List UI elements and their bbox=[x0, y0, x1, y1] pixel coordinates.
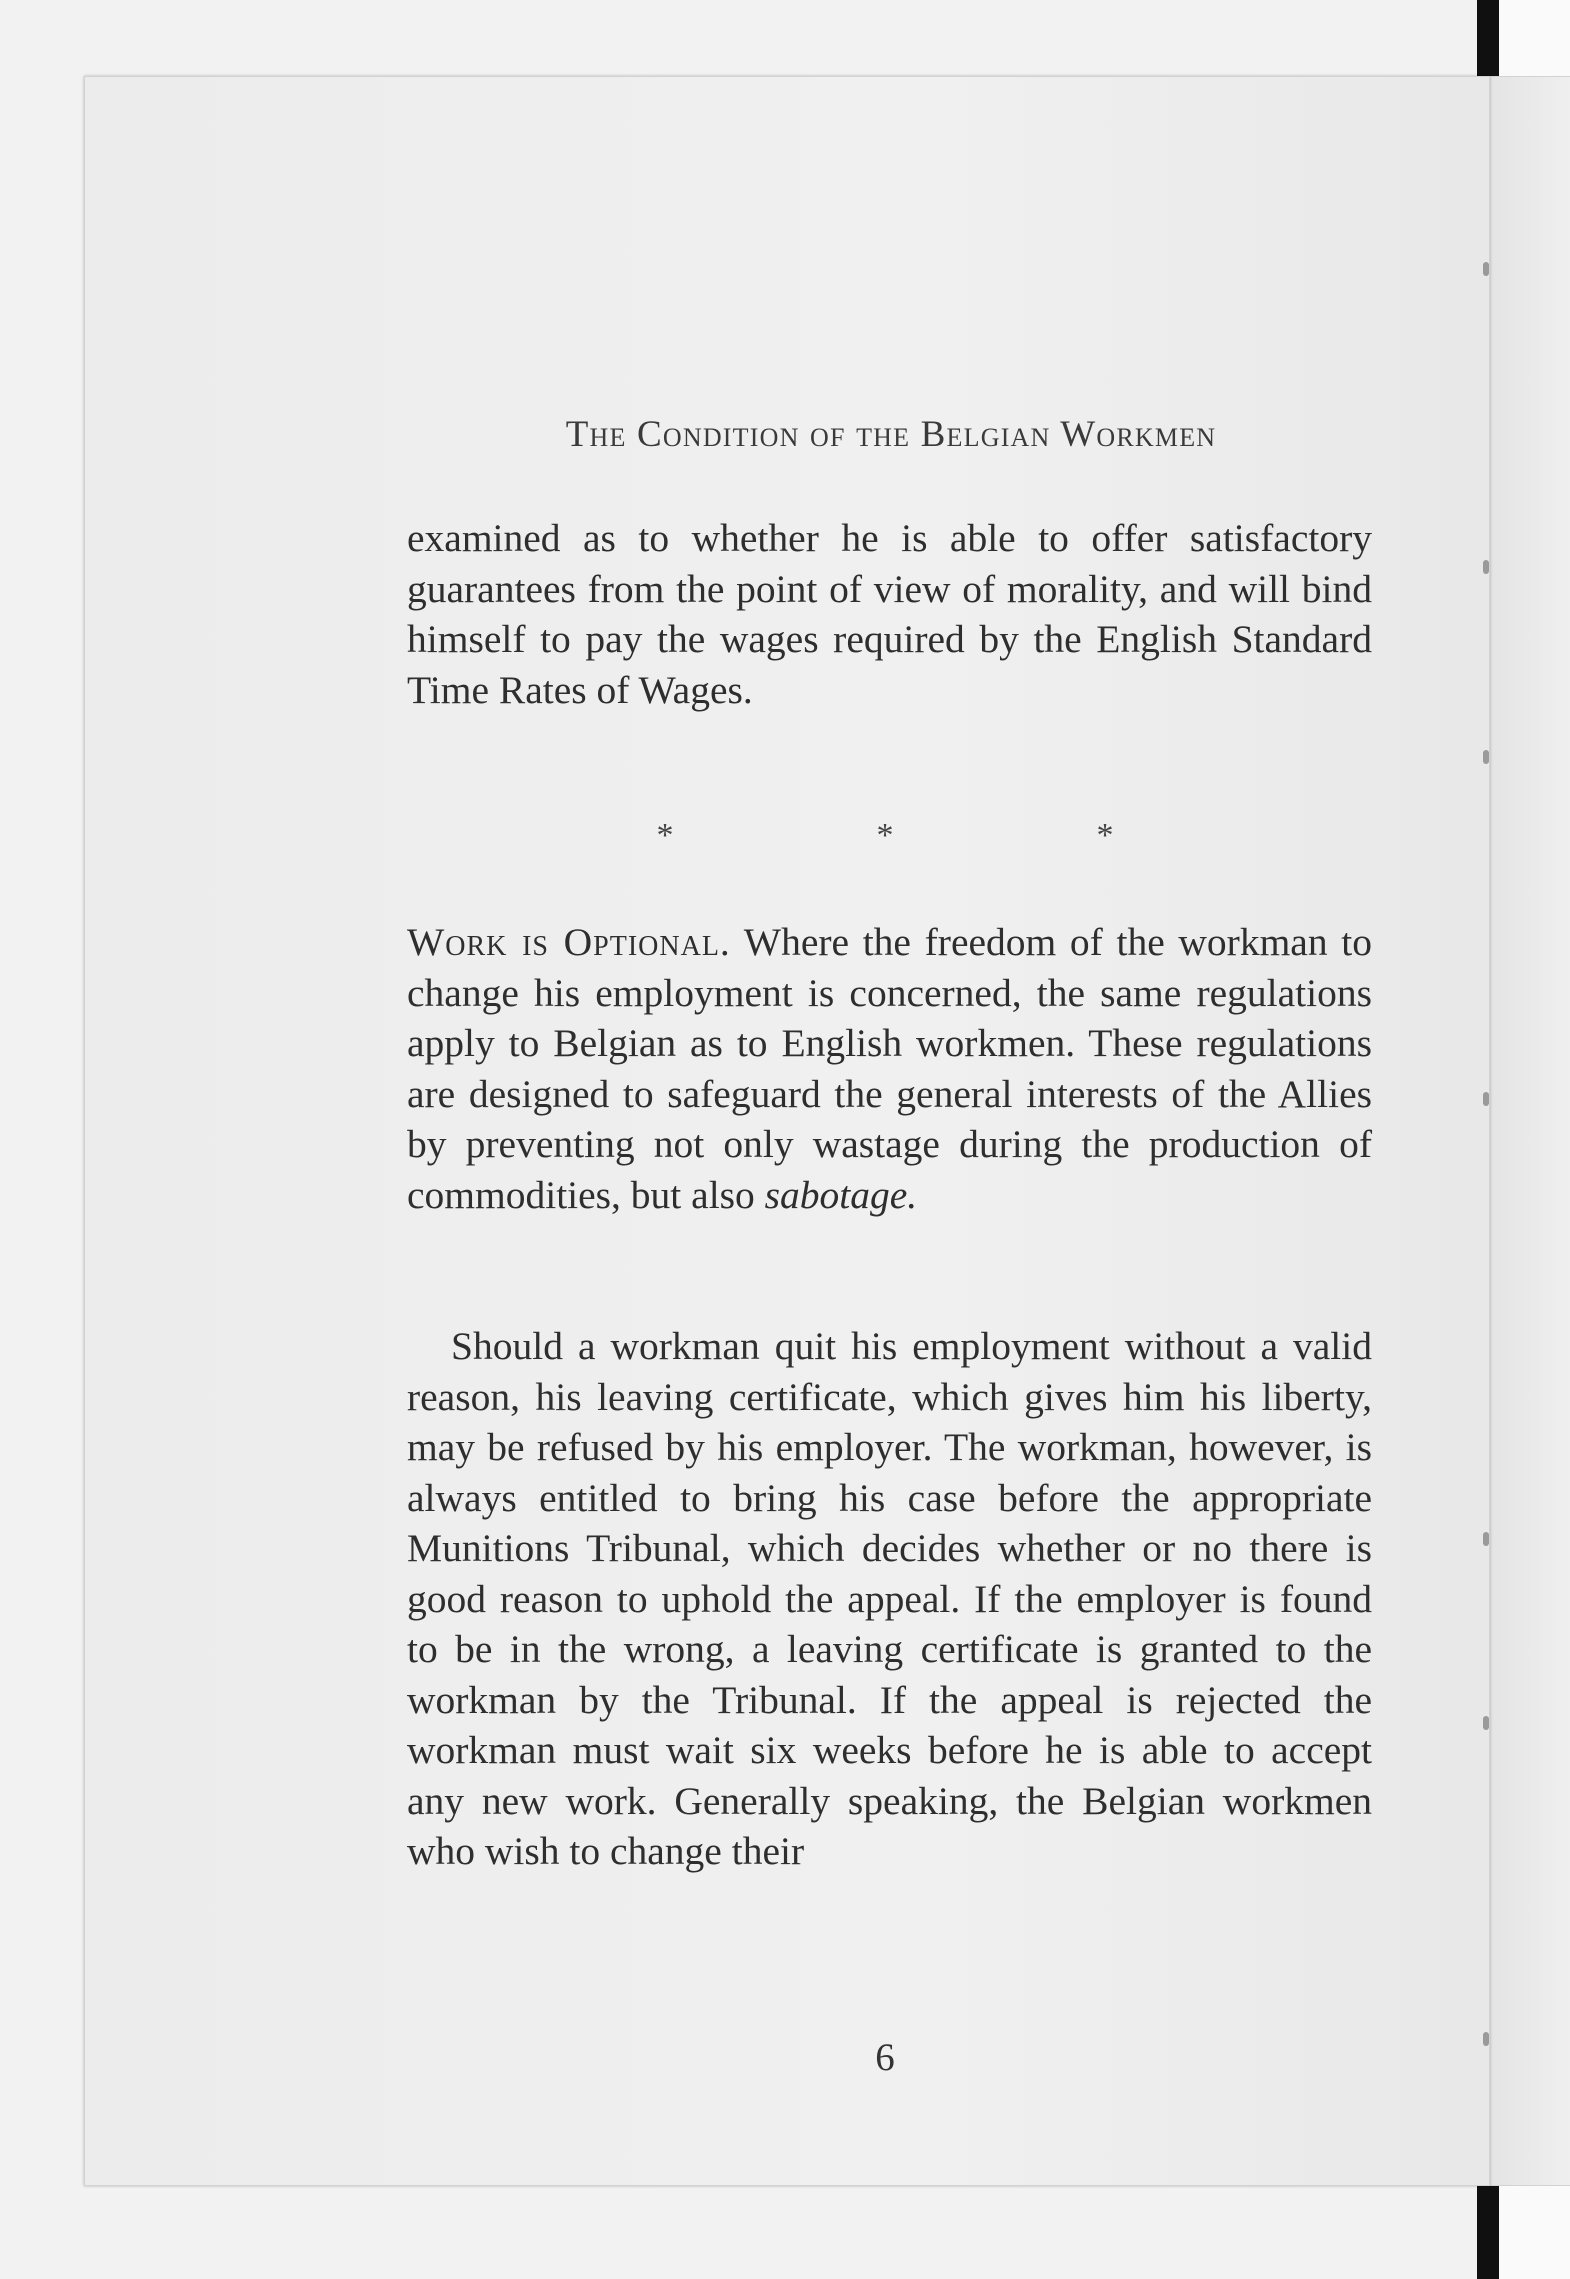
binding-stitch bbox=[1483, 560, 1489, 574]
italic-term: sabotage. bbox=[764, 1172, 918, 1217]
book-page bbox=[84, 76, 1490, 2186]
asterisk: * bbox=[1096, 817, 1114, 854]
facing-page-edge bbox=[1490, 76, 1570, 2186]
asterisk: * bbox=[656, 817, 674, 854]
section-heading-work-optional: Work is Optional. bbox=[407, 920, 731, 964]
asterisk: * bbox=[876, 817, 894, 854]
binding-stitch bbox=[1483, 2032, 1489, 2046]
running-head: The Condition of the Belgian Workmen bbox=[565, 414, 1217, 455]
binding-stitch bbox=[1483, 262, 1489, 276]
paragraph-work-optional bbox=[407, 917, 1372, 1220]
paragraph-continuation: examined as to whether he is able to offer satisfactory guarantees from the point of view of morality, and will bind himself to pay the wages required by the English Standard Time Rates of Wages. bbox=[407, 516, 1372, 712]
binding-stitch bbox=[1483, 750, 1489, 764]
binding-stitch bbox=[1483, 1716, 1489, 1730]
work-optional-text: Where the freedom of the workman to change his employment is concerned, the same regulations apply to Belgian as to English workmen. These regulations are designed to safeguard the general interests of the Allies by preventing not only wastage during the production of commodities, but also bbox=[407, 920, 1372, 1217]
page-number: 6 bbox=[875, 2036, 895, 2079]
binding-stitch bbox=[1483, 1532, 1489, 1546]
paragraph-workman-quit: Should a workman quit his employment without a valid reason, his leaving certificate, which gives him his liberty, may be refused by his employer. The workman, however, is always entitled to bring his case before the appropriate Munitions Tribunal, which decides whether or no there is good reason to uphold the appeal. If the employer is found to be in the wrong, a leaving certificate is granted to the workman by the Tribunal. If the appeal is rejected the workman must wait six weeks before he is able to accept any new work. Generally speaking, the Belgian workmen who wish to change their bbox=[407, 1324, 1372, 1873]
section-separator bbox=[645, 817, 1125, 855]
binding-stitch bbox=[1483, 1092, 1489, 1106]
